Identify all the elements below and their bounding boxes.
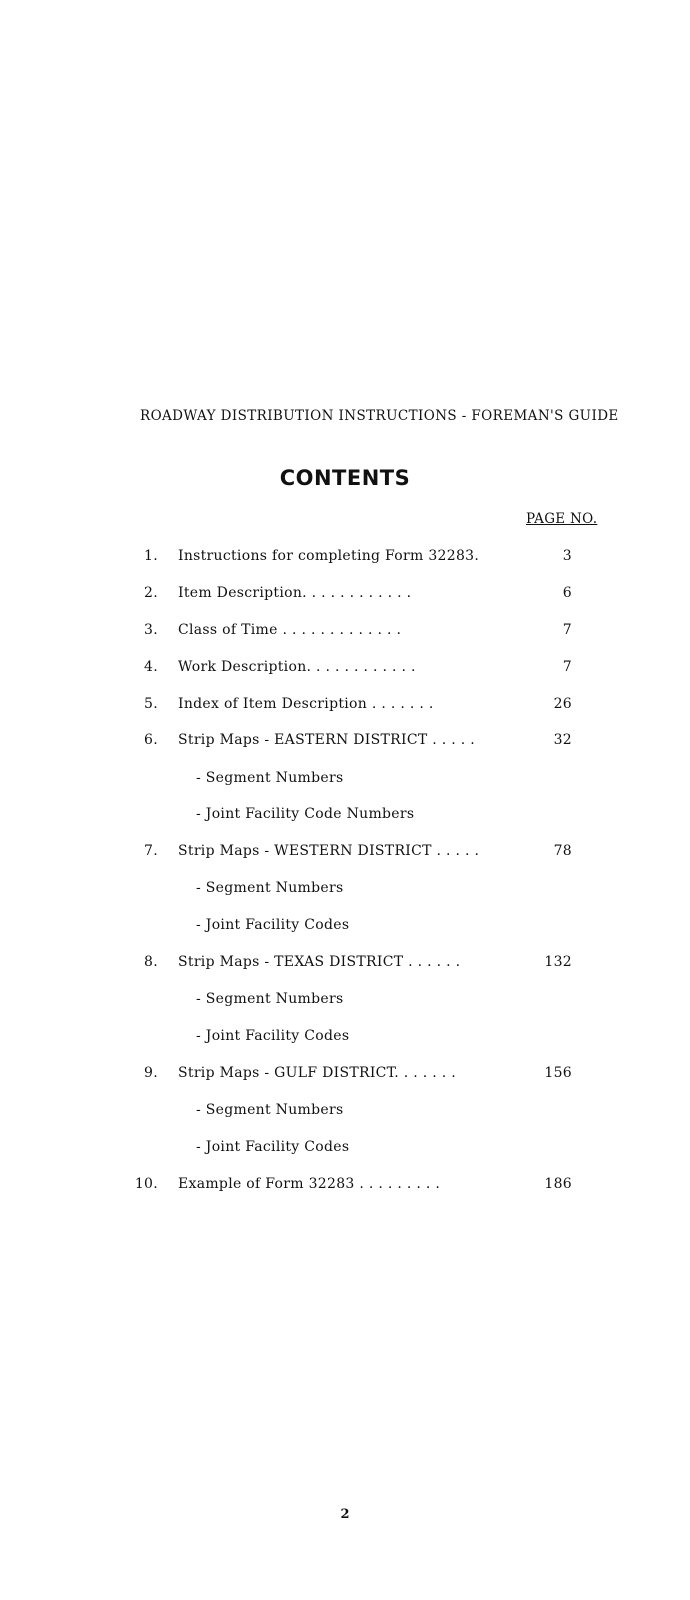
entry-number: 9.	[144, 1065, 158, 1081]
entry-text: Class of Time . . . . . . . . . . . . .	[178, 622, 402, 638]
entry-text: Work Description. . . . . . . . . . . .	[178, 659, 416, 675]
entry-page: 156	[544, 1065, 572, 1081]
entry-page: 7	[562, 622, 572, 638]
entry-page: 3	[562, 548, 572, 564]
entry-text: Index of Item Description . . . . . . .	[178, 696, 434, 712]
entry-text: Instructions for completing Form 32283.	[178, 548, 480, 564]
entry-text: Item Description. . . . . . . . . . . .	[178, 585, 412, 601]
sub-entry-texas-segment: - Segment Numbers	[196, 991, 344, 1007]
entry-text: Strip Maps - WESTERN DISTRICT . . . . .	[178, 843, 480, 859]
sub-entry-western-joint-facility: - Joint Facility Codes	[196, 917, 350, 933]
sub-entry-western-segment: - Segment Numbers	[196, 880, 344, 896]
document-heading: ROADWAY DISTRIBUTION INSTRUCTIONS - FOREMAN'S GUIDE	[140, 408, 619, 424]
entry-page: 6	[562, 585, 572, 601]
page-number: 2	[340, 1507, 350, 1522]
contents-title: CONTENTS	[279, 466, 411, 490]
entry-number: 10.	[134, 1176, 158, 1192]
entry-page: 7	[562, 659, 572, 675]
entry-text: Strip Maps - TEXAS DISTRICT . . . . . .	[178, 954, 461, 970]
entry-number: 5.	[144, 696, 158, 712]
sub-entry-gulf-joint-facility: - Joint Facility Codes	[196, 1139, 350, 1155]
sub-entry-eastern-joint-facility: - Joint Facility Code Numbers	[196, 806, 415, 822]
entry-number: 1.	[144, 548, 158, 564]
entry-page: 78	[553, 843, 572, 859]
sub-entry-gulf-segment: - Segment Numbers	[196, 1102, 344, 1118]
entry-number: 4.	[144, 659, 158, 675]
entry-text: Strip Maps - EASTERN DISTRICT . . . . .	[178, 732, 475, 748]
entry-number: 7.	[144, 843, 158, 859]
entry-text: Example of Form 32283 . . . . . . . . .	[178, 1176, 441, 1192]
entry-page: 32	[553, 732, 572, 748]
entry-page: 132	[544, 954, 572, 970]
entry-page: 186	[544, 1176, 572, 1192]
entry-page: 26	[553, 696, 572, 712]
entry-number: 2.	[144, 585, 158, 601]
entry-text: Strip Maps - GULF DISTRICT. . . . . . .	[178, 1065, 457, 1081]
entry-number: 6.	[144, 732, 158, 748]
page-no-column-header: PAGE NO.	[526, 511, 598, 527]
sub-entry-eastern-segment: - Segment Numbers	[196, 770, 344, 786]
entry-number: 8.	[144, 954, 158, 970]
sub-entry-texas-joint-facility: - Joint Facility Codes	[196, 1028, 350, 1044]
entry-number: 3.	[144, 622, 158, 638]
